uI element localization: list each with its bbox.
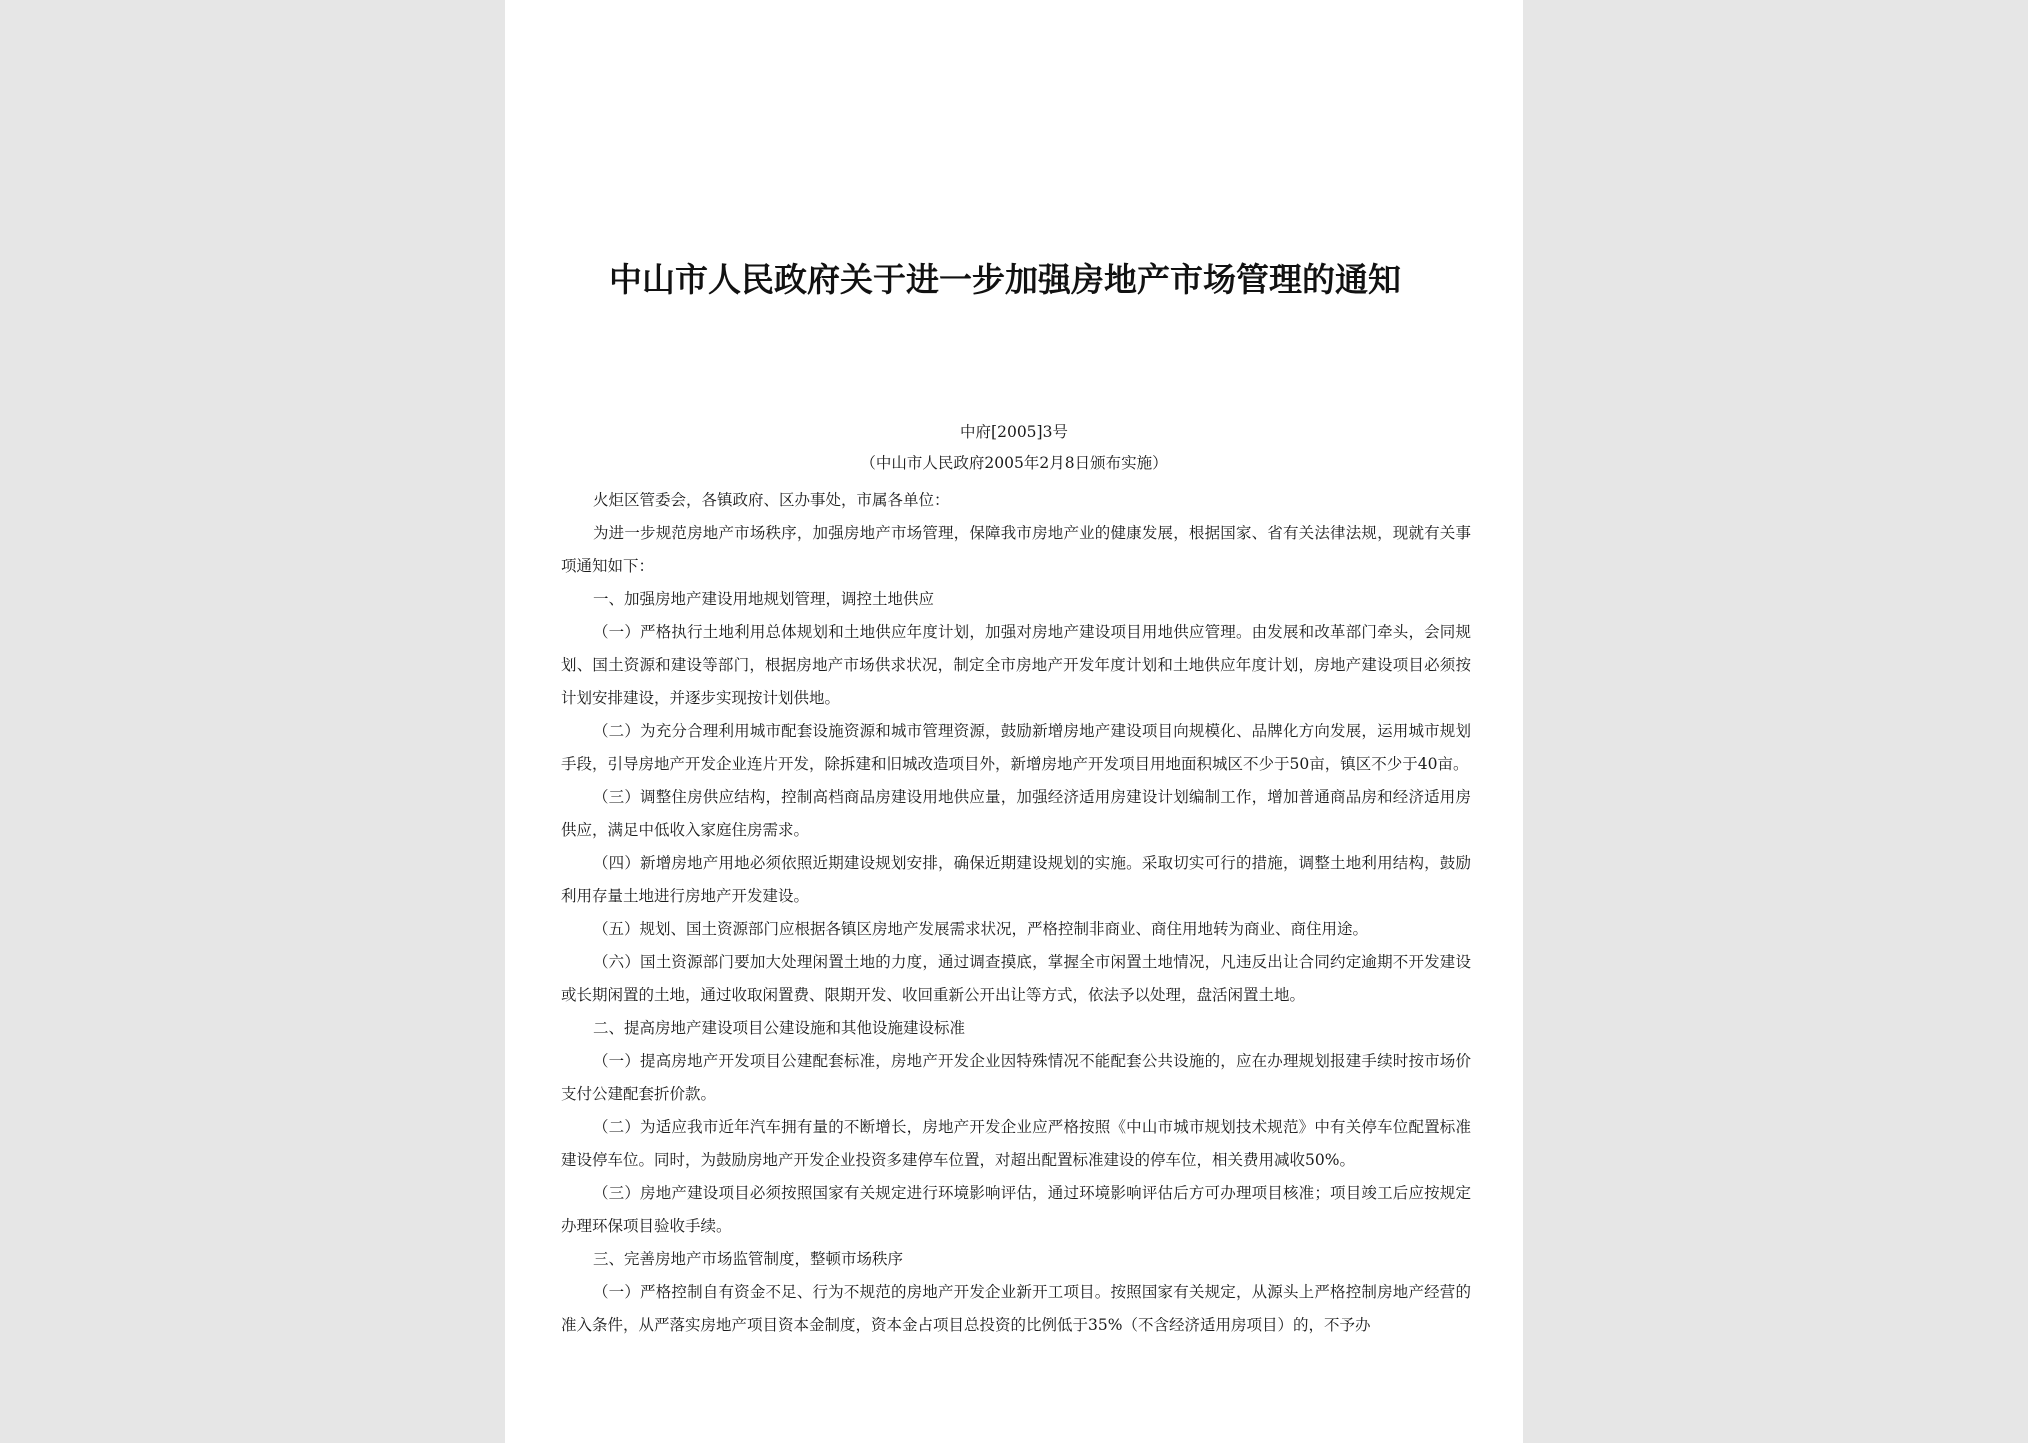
paragraph: 为进一步规范房地产市场秩序，加强房地产市场管理，保障我市房地产业的健康发展，根据国家、省有关法律法规，现就有关事项通知如下： <box>561 524 1471 575</box>
document-page <box>505 0 1523 1443</box>
paragraph: （一）严格执行土地利用总体规划和土地供应年度计划，加强对房地产建设项目用地供应管理。由发展和改革部门牵头，会同规划、国土资源和建设等部门，根据房地产市场供求状况，制定全市房地产开发年度计划和土地供应年度计划，房地产建设项目必须按计划安排建设，并逐步实现按计划供地。 <box>561 623 1471 707</box>
document-body <box>561 484 1471 1342</box>
paragraph: （二）为充分合理利用城市配套设施资源和城市管理资源，鼓励新增房地产建设项目向规模化、品牌化方向发展，运用城市规划手段，引导房地产开发企业连片开发，除拆建和旧城改造项目外，新增房地产开发项目用地面积城区不少于50亩，镇区不少于40亩。 <box>561 722 1471 773</box>
paragraph: （五）规划、国土资源部门应根据各镇区房地产发展需求状况，严格控制非商业、商住用地转为商业、商住用途。 <box>593 920 1369 938</box>
section-heading: 三、完善房地产市场监管制度，整顿市场秩序 <box>593 1250 904 1268</box>
paragraph: （一）提高房地产开发项目公建配套标准，房地产开发企业因特殊情况不能配套公共设施的，应在办理规划报建手续时按市场价支付公建配套折价款。 <box>561 1052 1471 1103</box>
document-title: 中山市人民政府关于进一步加强房地产市场管理的通知 <box>609 260 1401 299</box>
issue-note: （中山市人民政府2005年2月8日颁布实施） <box>860 454 1168 472</box>
paragraph: （三）调整住房供应结构，控制高档商品房建设用地供应量，加强经济适用房建设计划编制工作，增加普通商品房和经济适用房供应，满足中低收入家庭住房需求。 <box>561 788 1471 839</box>
document-number: 中府[2005]3号 <box>960 423 1068 441</box>
paragraph: （二）为适应我市近年汽车拥有量的不断增长，房地产开发企业应严格按照《中山市城市规划技术规范》中有关停车位配置标准建设停车位。同时，为鼓励房地产开发企业投资多建停车位置，对超出配置标准建设的停车位，相关费用减收50%。 <box>561 1118 1471 1169</box>
paragraph: 火炬区管委会，各镇政府、区办事处，市属各单位： <box>593 491 950 509</box>
paragraph: （四）新增房地产用地必须依照近期建设规划安排，确保近期建设规划的实施。采取切实可行的措施，调整土地利用结构，鼓励利用存量土地进行房地产开发建设。 <box>561 854 1471 905</box>
paragraph: （一）严格控制自有资金不足、行为不规范的房地产开发企业新开工项目。按照国家有关规定，从源头上严格控制房地产经营的准入条件，从严落实房地产项目资本金制度，资本金占项目总投资的比例低于35%（不含经济适用房项目）的，不予办 <box>561 1283 1471 1334</box>
section-heading: 二、提高房地产建设项目公建设施和其他设施建设标准 <box>593 1019 966 1037</box>
paragraph: （六）国土资源部门要加大处理闲置土地的力度，通过调查摸底，掌握全市闲置土地情况，凡违反出让合同约定逾期不开发建设或长期闲置的土地，通过收取闲置费、限期开发、收回重新公开出让等方式，依法予以处理，盘活闲置土地。 <box>561 953 1471 1004</box>
section-heading: 一、加强房地产建设用地规划管理，调控土地供应 <box>593 590 935 608</box>
paragraph: （三）房地产建设项目必须按照国家有关规定进行环境影响评估，通过环境影响评估后方可办理项目核准；项目竣工后应按规定办理环保项目验收手续。 <box>561 1184 1471 1235</box>
